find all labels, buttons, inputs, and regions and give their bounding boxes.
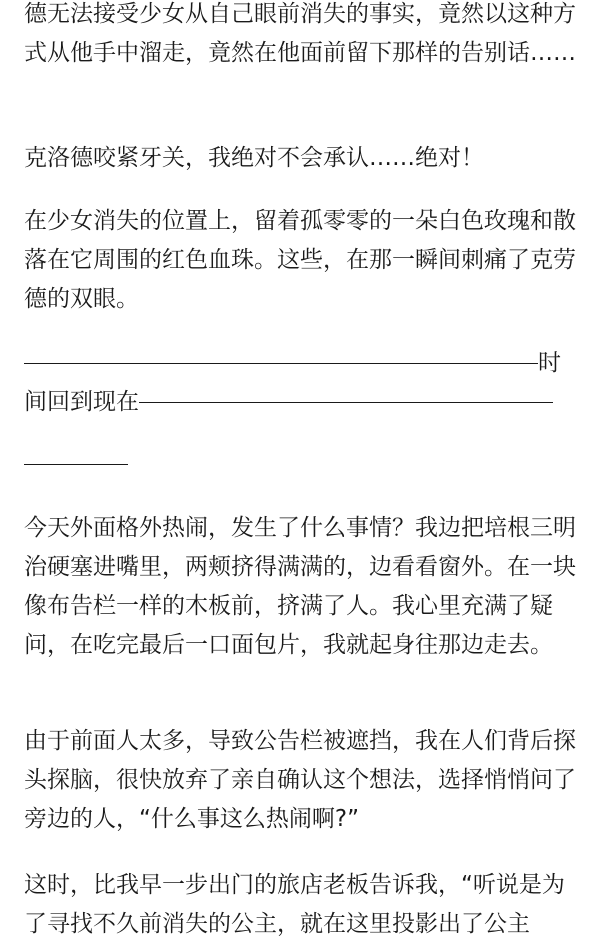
scene-break <box>24 344 584 465</box>
paragraph-6: 由于前面人太多，导致公告栏被遮挡，我在人们背后探头探脑，很快放弃了亲自确认这个想法，选择悄悄问了旁边的人，“什么事这么热闹啊?” <box>24 728 576 832</box>
paragraph-2: 克洛德咬紧牙关，我绝对不会承认……绝对！ <box>24 145 484 171</box>
scene-break-line-1 <box>24 344 584 383</box>
scene-break-text-1: 时 <box>538 350 561 376</box>
scene-break-rule-3 <box>24 464 128 465</box>
scene-break-text-2: 间回到现在 <box>24 389 139 415</box>
scene-break-rule-2 <box>139 402 553 403</box>
paragraph-5: 今天外面格外热闹，发生了什么事情？我边把培根三明治硬塞进嘴里，两颊挤得满满的，边看看窗外。在一块像布告栏一样的木板前，挤满了人。我心里充满了疑问，在吃完最后一口面包片，我就起身往那边走去。 <box>24 515 576 658</box>
scene-break-line-2 <box>24 383 584 422</box>
paragraph-3: 在少女消失的位置上，留着孤零零的一朵白色玫瑰和散落在它周围的红色血珠。这些，在那一瞬间刺痛了克劳德的双眼。 <box>24 208 576 312</box>
scene-break-rule-1 <box>24 363 538 364</box>
scene-break-line-3 <box>24 464 584 465</box>
paragraph-1: 德无法接受少女从自己眼前消失的事实，竟然以这种方式从他手中溜走，竟然在他面前留下那样的告别话…… <box>24 1 576 66</box>
paragraph-7: 这时，比我早一步出门的旅店老板告诉我，“听说是为了寻找不久前消失的公主，就在这里投影出了公主 <box>24 872 565 937</box>
